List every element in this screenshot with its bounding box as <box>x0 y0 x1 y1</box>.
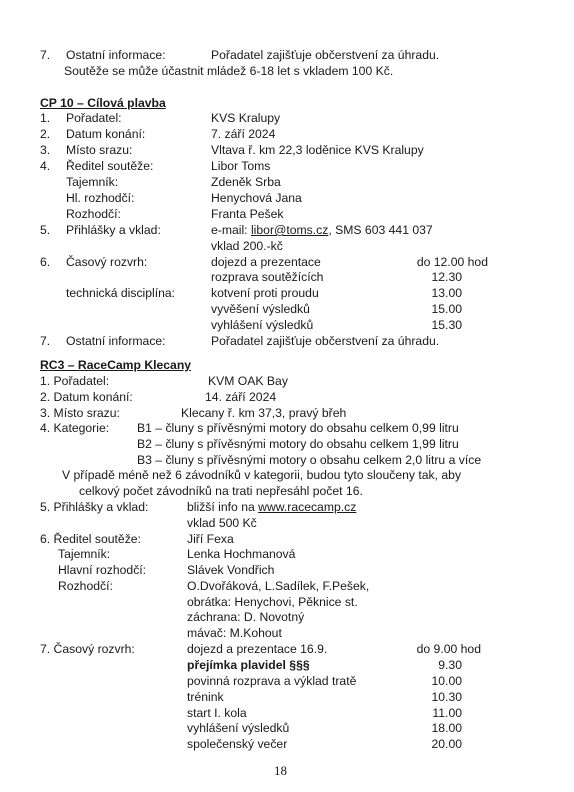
field-label: 3. Místo srazu: <box>40 406 120 420</box>
field-label: Ostatní informace: <box>66 334 166 348</box>
schedule-time: 12.30 <box>431 270 462 284</box>
schedule-item: společenský večer <box>187 737 288 751</box>
schedule-time: 15.00 <box>431 302 462 316</box>
field-value: Henychová Jana <box>211 191 302 205</box>
field-label: technická disciplína: <box>66 286 176 300</box>
field-value: KVS Kralupy <box>211 111 281 125</box>
schedule-time: do 9.00 hod <box>416 642 481 656</box>
schedule-item: start I. kola <box>187 706 247 720</box>
field-label: 5. Přihlášky a vklad: <box>40 500 149 514</box>
entry-fee: vklad 500 Kč <box>187 516 257 530</box>
field-label: Ostatní informace: <box>66 48 166 62</box>
field-value: Lenka Hochmanová <box>187 547 296 561</box>
contact-line <box>211 223 433 237</box>
field-label: Hl. rozhodčí: <box>66 191 135 205</box>
page-number: 18 <box>274 763 287 778</box>
schedule-item: dojezd a prezentace 16.9. <box>187 642 328 656</box>
email-link[interactable]: libor@toms.cz <box>250 223 329 237</box>
schedule-item: povinná rozprava a výklad tratě <box>187 674 357 688</box>
schedule-item: přejímka plavidel §§§ <box>187 658 310 672</box>
field-label: Rozhodčí: <box>58 579 113 593</box>
category-item: B1 – čluny s přívěsnými motory do obsahu celkem 0,99 litru <box>137 421 459 435</box>
field-label: 1. Pořadatel: <box>40 374 110 388</box>
schedule-time: 10.00 <box>431 674 462 688</box>
field-value: 7. září 2024 <box>211 127 276 141</box>
category-item: B3 – čluny s přívěsnými motory o obsahu celkem 2,0 litru a více <box>137 453 482 467</box>
schedule-time: 15.30 <box>431 318 462 332</box>
schedule-item: vyvěšení výsledků <box>211 302 310 316</box>
schedule-item: vyhlášení výsledků <box>187 721 290 735</box>
field-label: Pořadatel: <box>66 111 122 125</box>
judges-line: O.Dvořáková, L.Sadílek, F.Pešek, <box>187 579 370 593</box>
item-number: 1. <box>40 111 51 125</box>
section-title-cp10: CP 10 – Cílová plavba <box>40 96 166 110</box>
item-number: 3. <box>40 143 51 157</box>
field-value: Vltava ř. km 22,3 loděnice KVS Kralupy <box>211 143 424 157</box>
field-label: Přihlášky a vklad: <box>66 223 161 237</box>
field-value: KVM OAK Bay <box>208 374 288 388</box>
category-notice: V případě méně než 6 závodníků v kategorii, budou tyto sloučeny tak, aby <box>62 468 462 482</box>
field-value: Pořadatel zajišťuje občerstvení za úhradu. <box>211 48 440 62</box>
schedule-time: 20.00 <box>431 737 462 751</box>
section-title-rc3: RC3 – RaceCamp Klecany <box>40 358 192 372</box>
category-item: B2 – čluny s přívěsnými motory do obsahu celkem 1,99 litru <box>137 437 459 451</box>
category-notice: celkový počet závodníků na trati nepřesáhl počet 16. <box>79 484 363 498</box>
field-label: Místo srazu: <box>66 143 133 157</box>
website-link[interactable]: www.racecamp.cz <box>258 500 357 514</box>
info-prefix: bližší info na <box>187 500 259 514</box>
field-label: 2. Datum konání: <box>40 390 133 404</box>
field-label: Ředitel soutěže: <box>66 159 154 173</box>
schedule-item: dojezd a prezentace <box>211 255 321 269</box>
schedule-time: 10.30 <box>431 690 462 704</box>
schedule-time: 11.00 <box>432 706 462 720</box>
judges-line: obrátka: Henychovi, Pěknice st. <box>187 595 358 609</box>
field-label: Rozhodčí: <box>66 207 121 221</box>
judges-line: záchrana: D. Novotný <box>187 610 305 624</box>
schedule-time: 18.00 <box>431 721 462 735</box>
entry-fee: vklad 200.-kč <box>211 239 283 253</box>
item-number: 2. <box>40 127 51 141</box>
field-label: 7. Časový rozvrh: <box>40 642 135 656</box>
schedule-time: 9.30 <box>438 658 462 672</box>
item-number: 6. <box>40 255 51 269</box>
item-number: 7. <box>40 334 51 348</box>
field-label: Datum konání: <box>66 127 146 141</box>
field-label: 6. Ředitel soutěže: <box>40 532 141 546</box>
field-label: Tajemník: <box>58 547 111 561</box>
field-value: Pořadatel zajišťuje občerstvení za úhradu. <box>211 334 440 348</box>
participation-note: Soutěže se může účastnit mládež 6-18 let s vkladem 100 Kč. <box>64 64 394 78</box>
item-number: 7. <box>40 48 51 62</box>
field-label: 4. Kategorie: <box>40 421 110 435</box>
schedule-item: kotvení proti proudu <box>211 286 319 300</box>
field-value: Zdeněk Srba <box>211 175 281 189</box>
schedule-item: vyhlášení výsledků <box>211 318 314 332</box>
field-value: Slávek Vondřich <box>187 563 275 577</box>
field-label: Tajemník: <box>66 175 119 189</box>
schedule-time: do 12.00 hod <box>416 255 488 269</box>
schedule-item: rozprava soutěžících <box>211 270 324 284</box>
schedule-time: 13.00 <box>431 286 462 300</box>
field-value: 14. září 2024 <box>205 390 277 404</box>
item-number: 5. <box>40 223 51 237</box>
judges-line: mávač: M.Kohout <box>187 626 282 640</box>
info-line <box>187 500 356 514</box>
schedule-item: trénink <box>187 690 224 704</box>
field-value: Libor Toms <box>211 159 271 173</box>
field-value: Jiří Fexa <box>187 532 234 546</box>
item-number: 4. <box>40 159 51 173</box>
email-prefix: e-mail: <box>211 223 251 237</box>
sms-contact: , SMS 603 441 037 <box>328 223 433 237</box>
field-value: Klecany ř. km 37,3, pravý břeh <box>181 406 347 420</box>
field-label: Hlavní rozhodčí: <box>58 563 147 577</box>
field-value: Franta Pešek <box>211 207 284 221</box>
field-label: Časový rozvrh: <box>66 255 148 269</box>
